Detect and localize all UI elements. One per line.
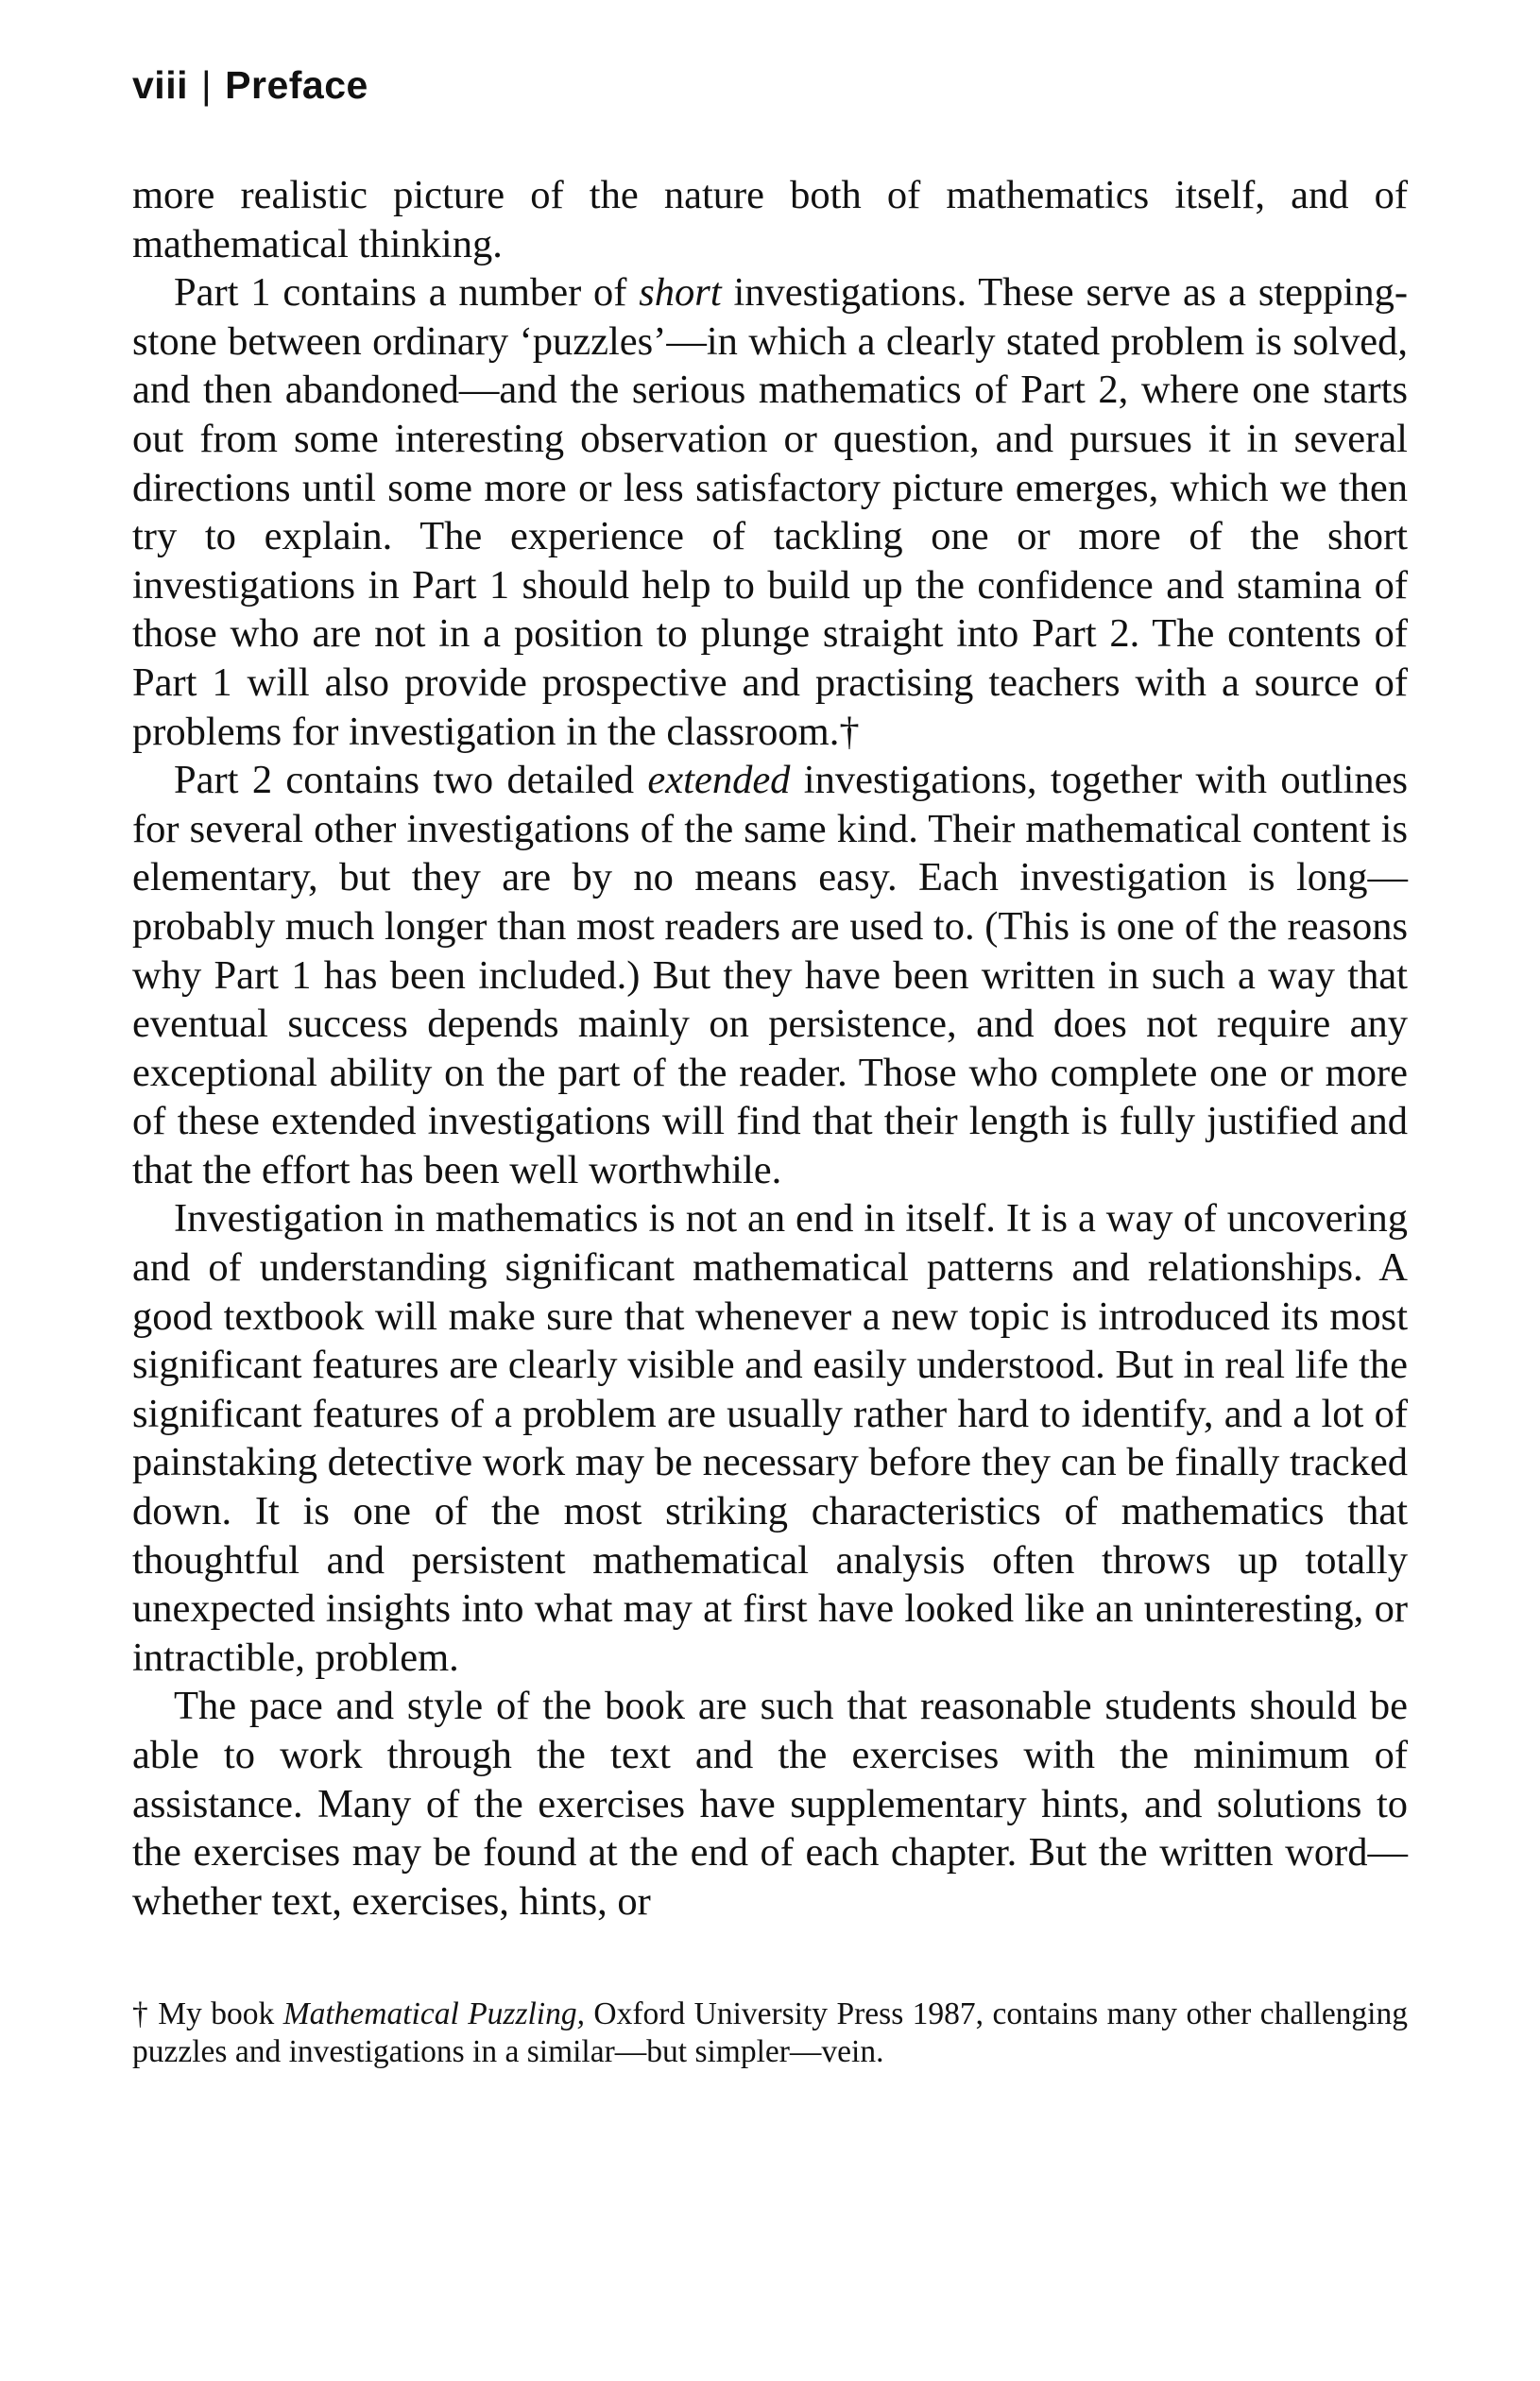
page-number: viii (132, 63, 188, 107)
header-separator: | (200, 63, 213, 107)
running-head (132, 63, 1408, 107)
paragraph-investigation: Investigation in mathematics is not an end in itself. It is a way of uncovering and of understanding significant mathematical patterns and relationships. A good textbook will make sure that whenever a new topic is introduced its most significant features are clearly visible and easily understood. But in real life the significant features of a problem are usually rather hard to identify, and a lot of painstaking detective work may be necessary before they can be finally tracked down. It is one of the most striking characteristics of mathematics that thoughtful and persistent mathematical analysis often throws up totally unexpected insights into what may at first have looked like an uninteresting, or intractible, problem. (132, 1196, 1408, 1680)
emphasis-extended: extended (647, 758, 791, 803)
section-title: Preface (225, 63, 368, 107)
paragraph-pace-style: The pace and style of the book are such that reasonable students should be able to work through the text and the exercises with the minimum of assistance. Many of the exercises have supplementary hints, and solutions to the exercises may be found at the end of each chapter. But the written word—whether text, exercises, hints, or (132, 1684, 1408, 1924)
paragraph-part-1: Part 1 contains a number of short investigations. These serve as a stepping-stone between ordinary ‘puzzles’—in which a clearly stated problem is solved, and then abandoned—and the serious mathematics of Part 2, where one starts out from some interesting observation or question, and pursues it in several directions until some more or less satisfactory picture emerges, which we then try to explain. The experience of tackling one or more of the short investigations in Part 1 should help to build up the confidence and stamina of those who are not in a position to plunge straight into Part 2. The contents of Part 1 will also provide prospective and practising teachers with a source of problems for investigation in the classroom.† (132, 270, 1408, 754)
footnote: † My book Mathematical Puzzling, Oxford University Press 1987, contains many other challenging puzzles and investigations in a similar—but simpler—vein. (132, 1996, 1408, 2070)
book-page (132, 63, 1408, 2071)
footnote-book-title: Mathematical Puzzling, (282, 1996, 585, 2032)
paragraph-continuation: more realistic picture of the nature both of mathematics itself, and of mathematical thinking. (132, 173, 1408, 266)
body-text (132, 171, 1408, 1926)
emphasis-short: short (639, 270, 722, 316)
paragraph-part-2: Part 2 contains two detailed extended investigations, together with outlines for several other investigations of the same kind. Their mathematical content is elementary, but they are by no means easy. Each investigation is long—probably much longer than most readers are used to. (This is one of the reasons why Part 1 has been included.) But they have been written in such a way that eventual success depends mainly on persistence, and does not require any exceptional ability on the part of the reader. Those who complete one or more of these extended investigations will find that their length is fully justified and that the effort has been well worthwhile. (132, 758, 1408, 1192)
